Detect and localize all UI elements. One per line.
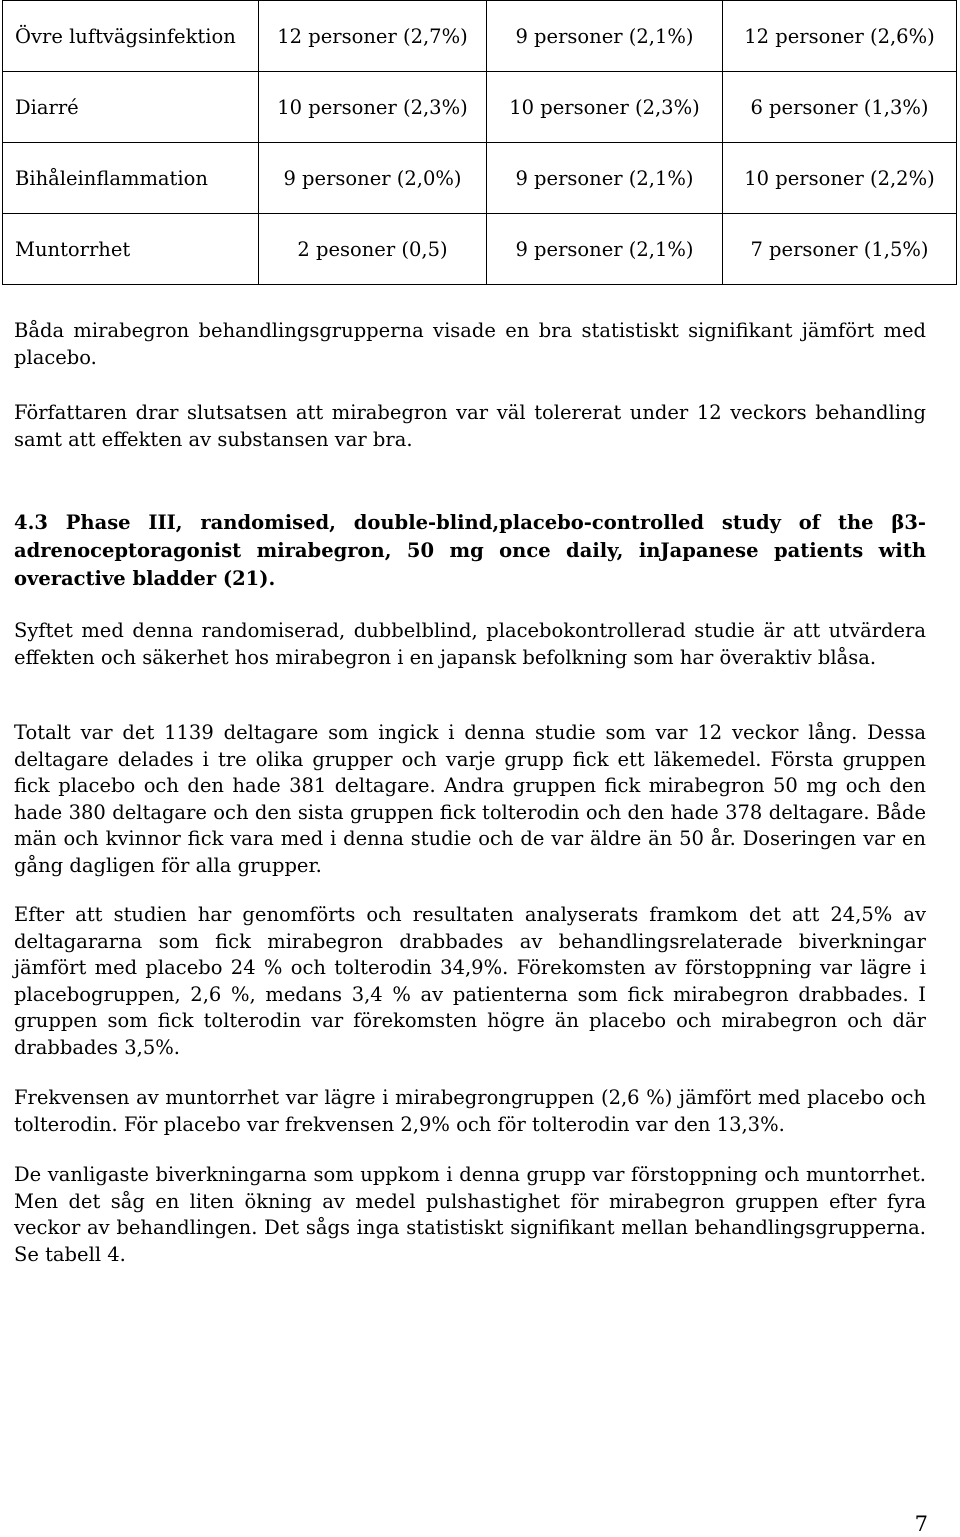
table-cell: Bihåleinflammation bbox=[3, 143, 259, 214]
section-heading: 4.3 Phase III, randomised, double-blind,placebo-controlled study of the β3-adrenoceptoragonist mirabegron, 50 mg once daily, inJapanese patients with overactive bladder (21). bbox=[14, 511, 926, 590]
paragraph-author-conclusion: Författaren drar slutsatsen att mirabegron var väl tolererat under 12 veckors behandling samt att effekten av substansen var bra. bbox=[14, 401, 926, 451]
table-cell: 6 personer (1,3%) bbox=[723, 72, 957, 143]
table-cell: Diarré bbox=[3, 72, 259, 143]
paragraph-conclusion-efficacy: Båda mirabegron behandlingsgrupperna visade en bra statistiskt signifikant jämfört med placebo. bbox=[14, 319, 926, 369]
table-cell: 10 personer (2,3%) bbox=[259, 72, 487, 143]
paragraph-common-side-effects: De vanligaste biverkningarna som uppkom i denna grupp var förstoppning och muntorrhet. Men det såg en liten ökning av medel pulshastighet för mirabegron gruppen efter fyra veckor av behandlingen. Det sågs inga statistiskt signifikant mellan behandlingsgrupperna. Se tabell 4. bbox=[14, 1163, 926, 1266]
table-cell: Övre luftvägsinfektion bbox=[3, 1, 259, 72]
table-row bbox=[3, 1, 957, 72]
table-row bbox=[3, 214, 957, 285]
table-cell: 9 personer (2,1%) bbox=[487, 214, 723, 285]
table-cell: 9 personer (2,0%) bbox=[259, 143, 487, 214]
adverse-events-table bbox=[2, 0, 957, 285]
paragraph-side-effects: Efter att studien har genomförts och resultaten analyserats framkom det att 24,5% av deltagararna som fick mirabegron drabbades av behandlingsrelaterade biverkningar jämfört med placebo 24 % och tolterodin 34,9%. Förekomsten av förstoppning var lägre i placebogruppen, 2,6 %, medans 3,4 % av patienterna som fick mirabegron drabbades. I gruppen som fick tolterodin var förekomsten högre än placebo och mirabegron och där drabbades 3,5%. bbox=[14, 903, 926, 1059]
table-cell: 7 personer (1,5%) bbox=[723, 214, 957, 285]
table-cell: 12 personer (2,7%) bbox=[259, 1, 487, 72]
table-cell: Muntorrhet bbox=[3, 214, 259, 285]
table-cell: 12 personer (2,6%) bbox=[723, 1, 957, 72]
paragraph-dry-mouth: Frekvensen av muntorrhet var lägre i mirabegrongruppen (2,6 %) jämfört med placebo och tolterodin. För placebo var frekvensen 2,9% och för tolterodin var den 13,3%. bbox=[14, 1086, 926, 1136]
table-cell: 10 personer (2,3%) bbox=[487, 72, 723, 143]
table-row bbox=[3, 72, 957, 143]
table-cell: 9 personer (2,1%) bbox=[487, 143, 723, 214]
table-cell: 9 personer (2,1%) bbox=[487, 1, 723, 72]
paragraph-participants: Totalt var det 1139 deltagare som ingick i denna studie som var 12 veckor lång. Dessa deltagare delades i tre olika grupper och varje grupp fick ett läkemedel. Första gruppen fick placebo och den hade 381 deltagare. Andra gruppen fick mirabegron 50 mg och den hade 380 deltagare och den sista gruppen fick tolterodin och den hade 378 deltagare. Både män och kvinnor fick vara med i denna studie och de var äldre än 50 år. Doseringen var en gång dagligen för alla grupper. bbox=[14, 721, 926, 877]
page-number: 7 bbox=[914, 1512, 928, 1536]
paragraph-study-aim: Syftet med denna randomiserad, dubbelblind, placebokontrollerad studie är att utvärdera effekten och säkerhet hos mirabegron i en japansk befolkning som har överaktiv blåsa. bbox=[14, 619, 926, 669]
table-cell: 2 pesoner (0,5) bbox=[259, 214, 487, 285]
table-row bbox=[3, 143, 957, 214]
table-cell: 10 personer (2,2%) bbox=[723, 143, 957, 214]
